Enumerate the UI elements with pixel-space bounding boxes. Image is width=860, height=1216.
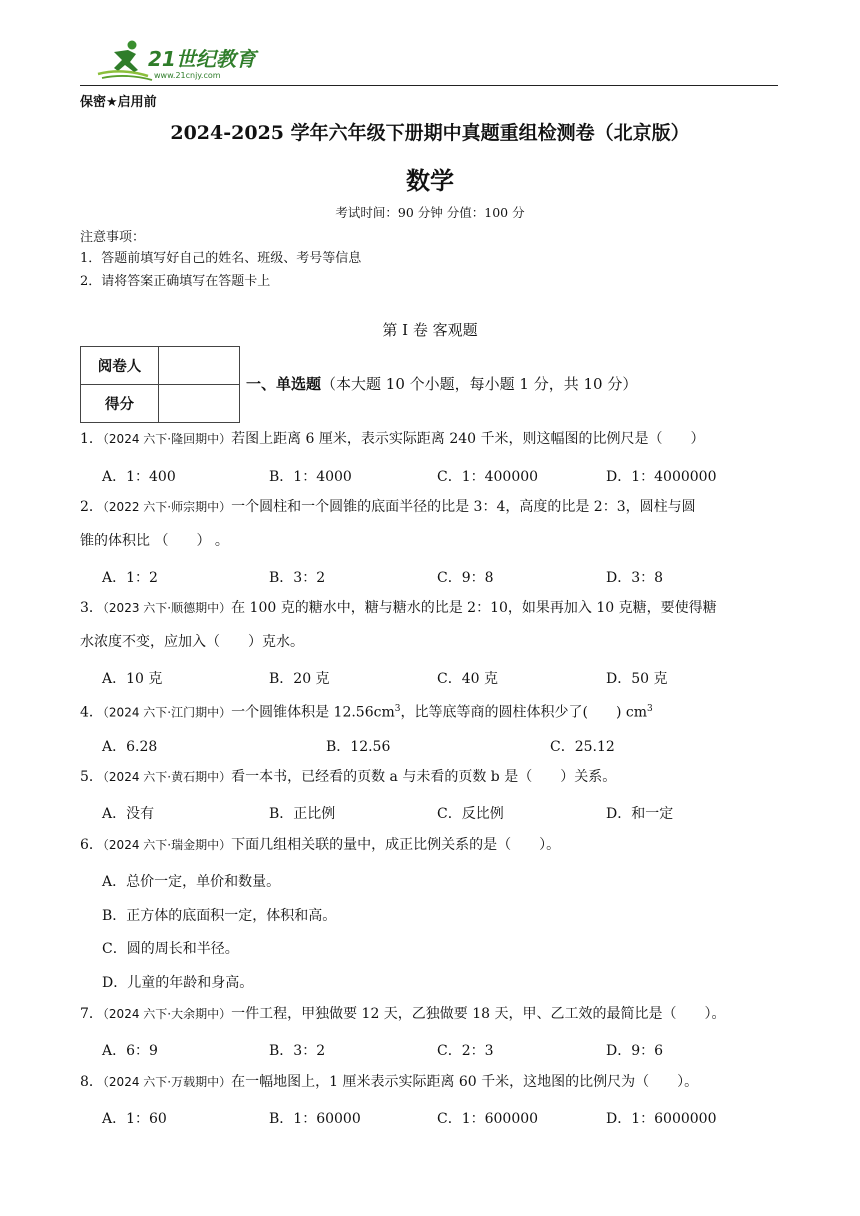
question-text: 在一幅地图上，1 厘米表示实际距离 60 千米，这地图的比例尺为（ ）。 xyxy=(231,1074,699,1090)
question-text: ，比等底等商的圆柱体积少了( ) cm xyxy=(400,704,647,721)
option: C．1：400000 xyxy=(437,469,539,485)
option: A．1：2 xyxy=(102,570,158,586)
question-text: 一个圆锥体积是 12.56cm xyxy=(231,704,395,721)
question-text: 看一本书，已经看的页数 a 与未看的页数 b 是（ ）关系。 xyxy=(231,769,617,785)
option: B．1：4000 xyxy=(269,469,352,485)
option: B．20 克 xyxy=(269,671,330,687)
svg-text:www.21cnjy.com: www.21cnjy.com xyxy=(154,71,221,80)
superscript: 3 xyxy=(646,704,653,714)
option: D．50 克 xyxy=(606,671,668,687)
option: B．1：60000 xyxy=(269,1111,361,1127)
question-text: 下面几组相关联的量中，成正比例关系的是（ ）。 xyxy=(231,837,561,853)
question-source: （2024 六下·隆回期中） xyxy=(102,432,232,446)
question-8 xyxy=(80,1065,780,1099)
question-source: （2024 六下·大余期中） xyxy=(102,1007,232,1021)
notes-heading: 注意事项： xyxy=(80,230,146,245)
document-subject: 数学 xyxy=(406,167,454,195)
question-number: 8． xyxy=(80,1074,103,1090)
grader-value-cell xyxy=(159,347,240,385)
option: C．圆的周长和半径。 xyxy=(102,941,239,957)
question-text: 在 100 克的糖水中，糖与糖水的比是 2：10，如果再加入 10 克糖，要使得糖 xyxy=(231,600,717,616)
score-label: 得分 xyxy=(81,385,159,423)
question-source: （2022 六下·师宗期中） xyxy=(102,500,232,514)
question-4 xyxy=(80,692,780,730)
option: B．12.56 xyxy=(326,739,391,755)
option: B．正比例 xyxy=(269,806,336,822)
question-source: （2024 六下·江门期中） xyxy=(102,705,232,720)
question-3 xyxy=(80,591,780,625)
option: A．1：60 xyxy=(102,1111,167,1127)
exam-info: 考试时间：90 分钟 分值：100 分 xyxy=(335,205,525,220)
section-label: 第 I 卷 客观题 xyxy=(382,321,478,339)
option: B．3：2 xyxy=(269,1043,326,1059)
question-number: 2． xyxy=(80,499,103,515)
question-text: 一个圆柱和一个圆锥的底面半径的比是 3：4，高度的比是 2：3，圆柱与圆 xyxy=(231,499,696,515)
question-number: 5． xyxy=(80,769,103,785)
notes-item: 1．答题前填写好自己的姓名、班级、考号等信息 xyxy=(80,251,362,266)
header-rule xyxy=(80,85,778,86)
question-2 xyxy=(80,490,780,524)
site-logo xyxy=(92,38,262,82)
part-title: 一、单选题 xyxy=(246,375,322,393)
question-number: 7． xyxy=(80,1006,103,1022)
question-1 xyxy=(80,422,780,456)
option: A．6：9 xyxy=(102,1043,158,1059)
part-heading xyxy=(246,373,637,394)
option: A．6.28 xyxy=(102,739,158,755)
option: C．40 克 xyxy=(437,671,498,687)
option: A．10 克 xyxy=(102,671,163,687)
question-number: 6． xyxy=(80,837,103,853)
part-desc: （本大题 10 个小题，每小题 1 分，共 10 分） xyxy=(321,375,638,393)
document-title: 2024-2025 学年六年级下册期中真题重组检测卷（北京版） xyxy=(170,122,690,144)
notes-item: 2．请将答案正确填写在答题卡上 xyxy=(80,274,271,289)
option: D．9：6 xyxy=(606,1043,664,1059)
option: A．1：400 xyxy=(102,469,176,485)
question-text-cont: 锥的体积比 （ ） 。 xyxy=(80,533,229,549)
option: D．1：4000000 xyxy=(606,469,717,485)
question-text: 一件工程，甲独做要 12 天，乙独做要 18 天，甲、乙工效的最简比是（ ）。 xyxy=(231,1006,726,1022)
question-5 xyxy=(80,760,780,794)
secret-label: 保密★启用前 xyxy=(80,95,157,110)
option: B．3：2 xyxy=(269,570,326,586)
question-text-cont: 水浓度不变，应加入（ ）克水。 xyxy=(80,634,304,650)
option: C．1：600000 xyxy=(437,1111,539,1127)
question-source: （2023 六下·顺德期中） xyxy=(102,601,232,615)
option: C．2：3 xyxy=(437,1043,494,1059)
score-value-cell xyxy=(159,385,240,423)
question-number: 4． xyxy=(80,704,103,721)
option: D．3：8 xyxy=(606,570,664,586)
question-text: 若图上距离 6 厘米，表示实际距离 240 千米，则这幅图的比例尺是（ ） xyxy=(231,431,705,447)
option: C．9：8 xyxy=(437,570,494,586)
option: A．没有 xyxy=(102,806,155,822)
option: D．和一定 xyxy=(606,806,674,822)
option: C．反比例 xyxy=(437,806,504,822)
option: B．正方体的底面积一定，体积和高。 xyxy=(102,908,337,924)
question-6 xyxy=(80,828,780,862)
question-source: （2024 六下·万载期中） xyxy=(102,1075,232,1089)
option: C．25.12 xyxy=(550,739,615,755)
option: D．1：6000000 xyxy=(606,1111,717,1127)
question-number: 3． xyxy=(80,600,103,616)
grader-label: 阅卷人 xyxy=(81,347,159,385)
grader-table xyxy=(80,346,240,423)
question-source: （2024 六下·瑞金期中） xyxy=(102,838,232,852)
question-7 xyxy=(80,997,780,1031)
option: A．总价一定，单价和数量。 xyxy=(102,874,281,890)
svg-text:21世纪教育: 21世纪教育 xyxy=(148,47,256,71)
option: D．儿童的年龄和身高。 xyxy=(102,975,254,991)
runner-icon xyxy=(98,41,152,81)
question-source: （2024 六下·黄石期中） xyxy=(102,770,232,784)
question-number: 1． xyxy=(80,431,103,447)
superscript: 3 xyxy=(394,704,401,714)
